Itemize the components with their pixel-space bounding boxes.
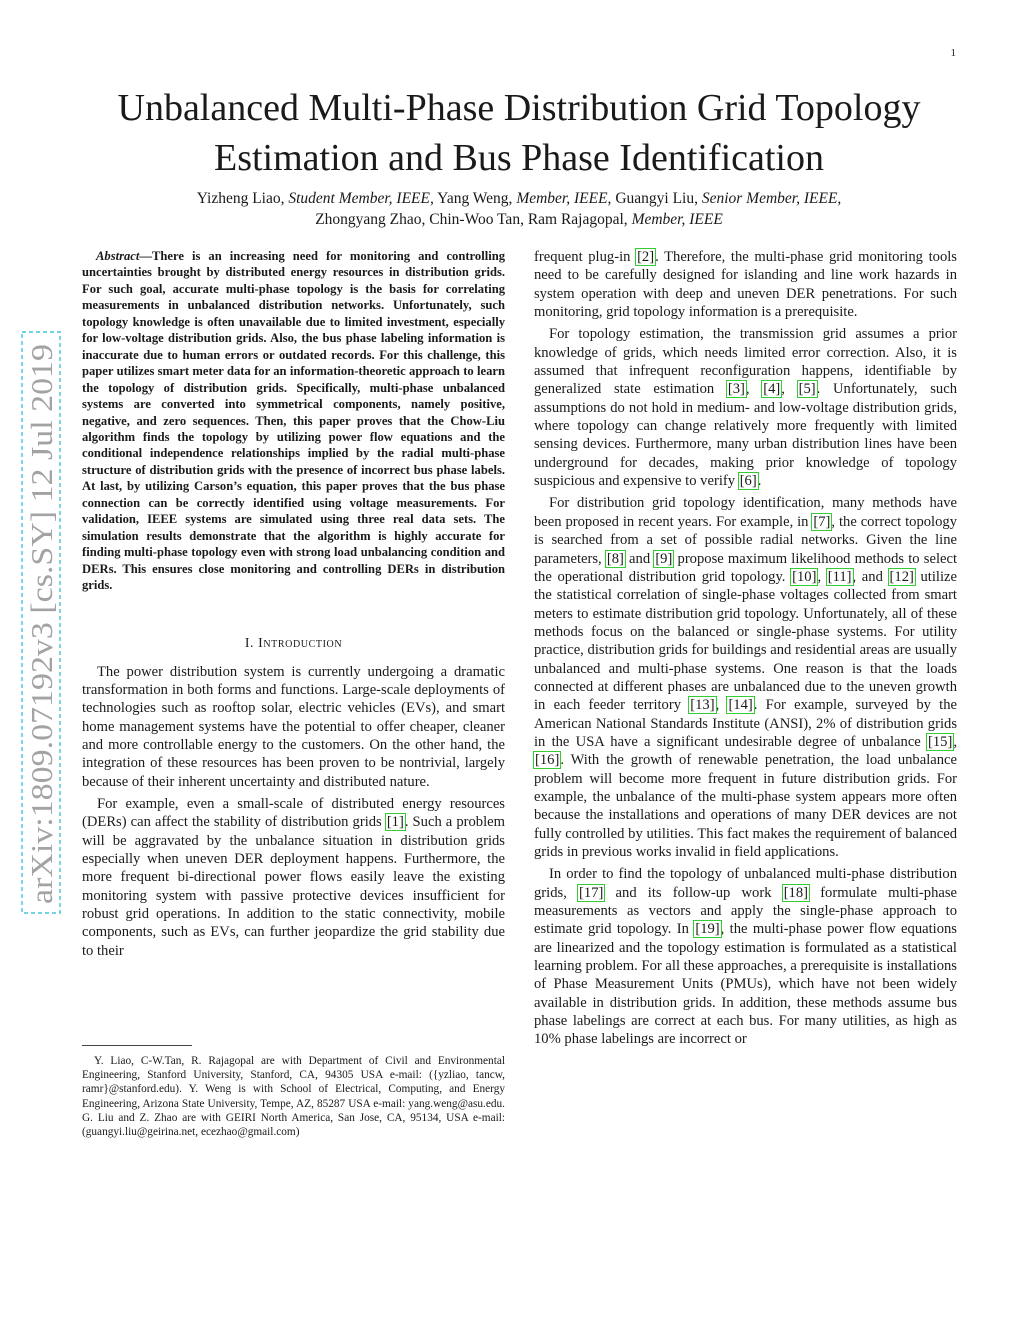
right-column (534, 248, 957, 1049)
author-line-1 (60, 188, 978, 209)
citation-link[interactable]: [14] (728, 697, 753, 714)
paragraph-text: For topology estimation, the transmission grid assumes a prior knowledge of grids, which needs limited error correction. Also, it is assumed that infrequent reconfiguration happens, identifiable by generalized state estimation (534, 326, 957, 398)
paragraph-text: . (757, 473, 762, 490)
citation-link[interactable]: [3] (727, 381, 745, 398)
abstract-text: —There is an increasing need for monitoring and controlling uncertainties brought by distributed energy resources in distribution grids. For such goal, accurate multi-phase topology is the basis for correlating measurements in unbalanced distribution networks. Unfortunately, such topology knowledge is often unavailable due to limited investment, especially for low-voltage distribution grids. Also, the bus phase labeling information is inaccurate due to human errors or outdated records. For this challenge, this paper utilizes smart meter data for an information-theoretic approach to learn the topology of distribution grids. Specifically, multi-phase unbalanced systems are converted into symmetrical components, namely positive, negative, and zero sequences. Then, this paper proves that the Chow-Liu algorithm finds the topology by utilizing power flow equations and the conditional independence relationships implied by the radial multi-phase structure of distribution grids with the presence of incorrect bus phase labels. At last, by utilizing Carson’s equation, this paper proves that the bus phase connection can be correctly identified using voltage measurements. For validation, IEEE systems are simulated using three real data sets. The simulation results demonstrate that the algorithm is highly accurate for finding multi-phase topology even with strong load unbalancing condition and DERs. This ensures close monitoring and controlling DERs in distribution grids. (82, 249, 505, 593)
paragraph-text: , the multi-phase power flow equations are linearized and the topology estimation is formulated as a statistical learning problem. For all these approaches, a prerequisite is installations of Phase Measurement Units (PMUs), which have not been widely available in distribution grids. In addition, these methods assume bus phase labelings are correct at each bus. For many utilities, as high as 10% phase labelings are incorrect or (534, 921, 957, 1048)
body-paragraph (534, 248, 957, 321)
author-name: Guangyi Liu, (611, 190, 702, 207)
introduction-body-left (82, 663, 505, 961)
citation-link[interactable]: [16] (535, 752, 560, 769)
body-paragraph (534, 494, 957, 861)
body-paragraph (82, 795, 505, 960)
author-membership: Senior Member, IEEE, (701, 190, 842, 207)
footnote-text: Y. Liao, C-W.Tan, R. Rajagopal are with Department of Civil and Environmental Engineering, Stanford University, Stanford, CA, 94305 USA e-mail: ({yzliao, tancw, ramr}@stanford.edu). Y. Weng is with School of Electrical, Computing, and Energy Engineering, Arizona State University, Tempe, AZ, 85287 USA e-mail: yang.weng@asu.edu. G. Liu and Z. Zhao are with GEIRI North America, San Jose, CA, 95134, USA e-mail: (guangyi.liu@geirina.net, ecezhao@gmail.com) (82, 1055, 505, 1139)
paragraph-text: , (715, 697, 728, 714)
citation-link[interactable]: [7] (813, 513, 831, 530)
author-line-2 (60, 209, 978, 230)
citation-link[interactable]: [18] (783, 884, 809, 901)
citation-link[interactable]: [12] (889, 568, 914, 585)
paragraph-text: . Such a problem will be aggravated by the unbalance situation in distribution grids especially when uneven DER deployment happens. Furthermore, the more frequent bi-directional power flows easily leave the existing monitoring system with passive protective devices insufficient for robust grid operations. In addition to the static connectivity, mobile components, such as EVs, can further jeopardize the grid stability due to their (82, 814, 505, 959)
paragraph-text: , the correct topology is searched from a set of possible radial networks. Given the line parameters, (534, 513, 957, 567)
title-line-2: Estimation and Bus Phase Identification (213, 137, 824, 179)
paragraph-text: . Unfortunately, such assumptions do not hold in medium- and low-voltage distribution grids, where topology can change relatively more frequently with limited sensing devices. Furthermore, many urban distribution lines have been underground for decades, making prior knowledge of topology suspicious and expensive to verify (534, 381, 958, 490)
paragraph-text: , (781, 381, 798, 398)
body-paragraph (82, 663, 505, 791)
citation-link[interactable]: [13] (690, 697, 715, 714)
paragraph-text: frequent plug-in (534, 249, 637, 265)
arxiv-stamp (20, 330, 62, 915)
paragraph-text: and its follow-up work (604, 884, 783, 901)
citation-link[interactable]: [11] (827, 568, 852, 585)
author-membership: Student Member, IEEE, (288, 190, 434, 207)
footnote-rule (82, 1045, 192, 1046)
citation-link[interactable]: [5] (798, 381, 816, 398)
author-membership: Member, IEEE, (516, 190, 612, 207)
paragraph-text: utilize the statistical correlation of single-phase voltages collected from smart meters to estimate distribution grid topology. Unfortunately, all of these methods focus on the balanced or single-phase systems. For utility practice, distribution grids for buildings and residential areas are usually unbalanced and multi-phase systems. One reason is that the loads connected at different phases are unbalanced due to the uneven growth in each feeder territory (534, 568, 957, 714)
introduction-body-right (534, 248, 957, 1049)
paragraph-text: , (745, 381, 763, 398)
paragraph-text: . With the growth of renewable penetration, the load unbalance problem will become more frequent in future distribution grids. For example, the unbalance of the multi-phase system appears more often because the installations and operations of many DER devices are not fully controlled by utilities. This fact makes the requirement of balanced grids in previous works invalid in field applications. (534, 752, 957, 860)
paragraph-text: . Therefore, the multi-phase grid monitoring tools need to be carefully designed for islanding and line work hazards in system operation with deep and uneven DER penetrations. For such monitoring, grid topology information is a prerequisite. (534, 249, 957, 321)
paragraph-text: In order to find the topology of unbalanced multi-phase distribution grids, (534, 866, 957, 901)
abstract-heading: Abstract (96, 249, 140, 263)
paragraph-text: . For example, surveyed by the American National Standards Institute (ANSI), 2% of distribution grids in the USA have a significant undesirable degree of unbalance (534, 697, 957, 750)
citation-link[interactable]: [10] (792, 568, 817, 585)
citation-link[interactable]: [17] (579, 884, 604, 901)
title-line-1: Unbalanced Multi-Phase Distribution Grid Topology (117, 87, 921, 129)
paragraph-text: , (953, 733, 957, 750)
section-heading-introduction (82, 635, 505, 651)
citation-link[interactable]: [15] (928, 733, 953, 750)
author-affiliation-footnote (82, 1045, 505, 1139)
section-numeral: I. (244, 634, 255, 650)
citation-link[interactable]: [9] (655, 550, 673, 567)
author-list (60, 188, 978, 230)
abstract (82, 248, 505, 594)
citation-link[interactable]: [6] (739, 473, 757, 490)
body-paragraph (534, 865, 957, 1048)
author-name: Yizheng Liao, (196, 190, 289, 207)
paragraph-text: formulate multi-phase measurements as vectors and apply the single-phase approach to estimate grid topology. In (534, 884, 958, 938)
body-paragraph (534, 325, 957, 490)
left-column (82, 248, 505, 960)
section-title: Introduction (258, 634, 343, 650)
citation-link[interactable]: [19] (695, 921, 720, 938)
paragraph-text: and (624, 550, 655, 567)
page-number: 1 (950, 47, 956, 59)
paragraph-text: , (817, 568, 827, 585)
author-name: Zhongyang Zhao, Chin-Woo Tan, Ram Rajagopal, (315, 211, 632, 228)
author-membership: Member, IEEE (631, 211, 723, 228)
paragraph-text: For distribution grid topology identification, many methods have been proposed in recent years. For example, in (534, 495, 957, 530)
arxiv-stamp-graphic (20, 330, 62, 915)
arxiv-stamp-text: arXiv:1809.07192v3 [cs.SY] 12 Jul 2019 (24, 392, 59, 904)
citation-link[interactable]: [1] (386, 814, 404, 831)
citation-link[interactable]: [4] (763, 381, 781, 398)
citation-link[interactable]: [8] (606, 550, 624, 567)
paragraph-text: , and (852, 568, 889, 585)
paragraph-text: The power distribution system is currently undergoing a dramatic transformation in both forms and functions. Large-scale deployments of technologies such as rooftop solar, electric vehicles (EVs), and smart home management systems have the potential to offer cheaper, cleaner and more controllable energy to the customers. On the other hand, the integration of these resources has been proven to be nontrivial, largely because of their inherent uncertainty and distributed nature. (82, 663, 505, 790)
citation-link[interactable]: [2] (637, 249, 655, 265)
author-name: Yang Weng, (433, 190, 517, 207)
paper-title (60, 83, 978, 183)
paragraph-text: propose maximum likelihood methods to select the operational distribution grid topology. (534, 550, 958, 585)
paragraph-text: For example, even a small-scale of distributed energy resources (DERs) can affect the stability of distribution grids (82, 795, 505, 831)
